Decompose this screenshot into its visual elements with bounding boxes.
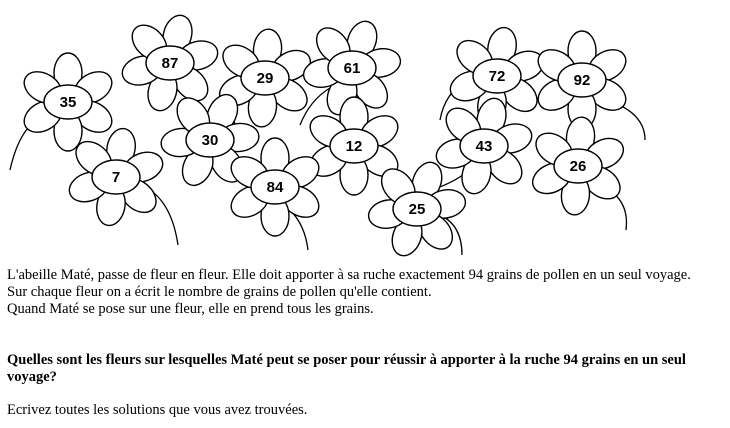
flower-number: 84 — [266, 179, 284, 196]
flower-number: 7 — [111, 169, 121, 186]
flower-84 — [226, 138, 325, 236]
flower-number: 26 — [569, 158, 587, 175]
flower-number: 12 — [345, 138, 363, 155]
flower-number: 92 — [573, 72, 591, 89]
flower-number: 30 — [201, 132, 219, 149]
flower-number: 72 — [488, 68, 506, 85]
flower-number: 61 — [343, 60, 361, 77]
intro-line-2: Sur chaque fleur on a écrit le nombre de grains de pollen qu'elle contient. — [7, 284, 432, 300]
flower-number: 25 — [408, 201, 426, 218]
instruction-text: Ecrivez toutes les solutions que vous avez trouvées. — [7, 402, 308, 418]
flower-92 — [533, 31, 632, 129]
flower-number: 43 — [475, 138, 493, 155]
flower-35 — [19, 53, 118, 151]
intro-text — [7, 267, 707, 318]
intro-line-1: L'abeille Maté, passe de fleur en fleur. Elle doit apporter à sa ruche exactement 94 grains de pollen en un seul voyage. — [7, 267, 691, 283]
flower-number: 29 — [256, 70, 274, 87]
question-text: Quelles sont les fleurs sur lesquelles Maté peut se poser pour réussir à apporter à la ruche 94 grains en un seul voyage? — [7, 352, 686, 385]
flower-number: 87 — [161, 55, 179, 72]
flower-26 — [524, 113, 631, 219]
intro-line-3: Quand Maté se pose sur une fleur, elle en prend tous les grains. — [7, 301, 374, 317]
flower-number: 35 — [59, 94, 77, 111]
